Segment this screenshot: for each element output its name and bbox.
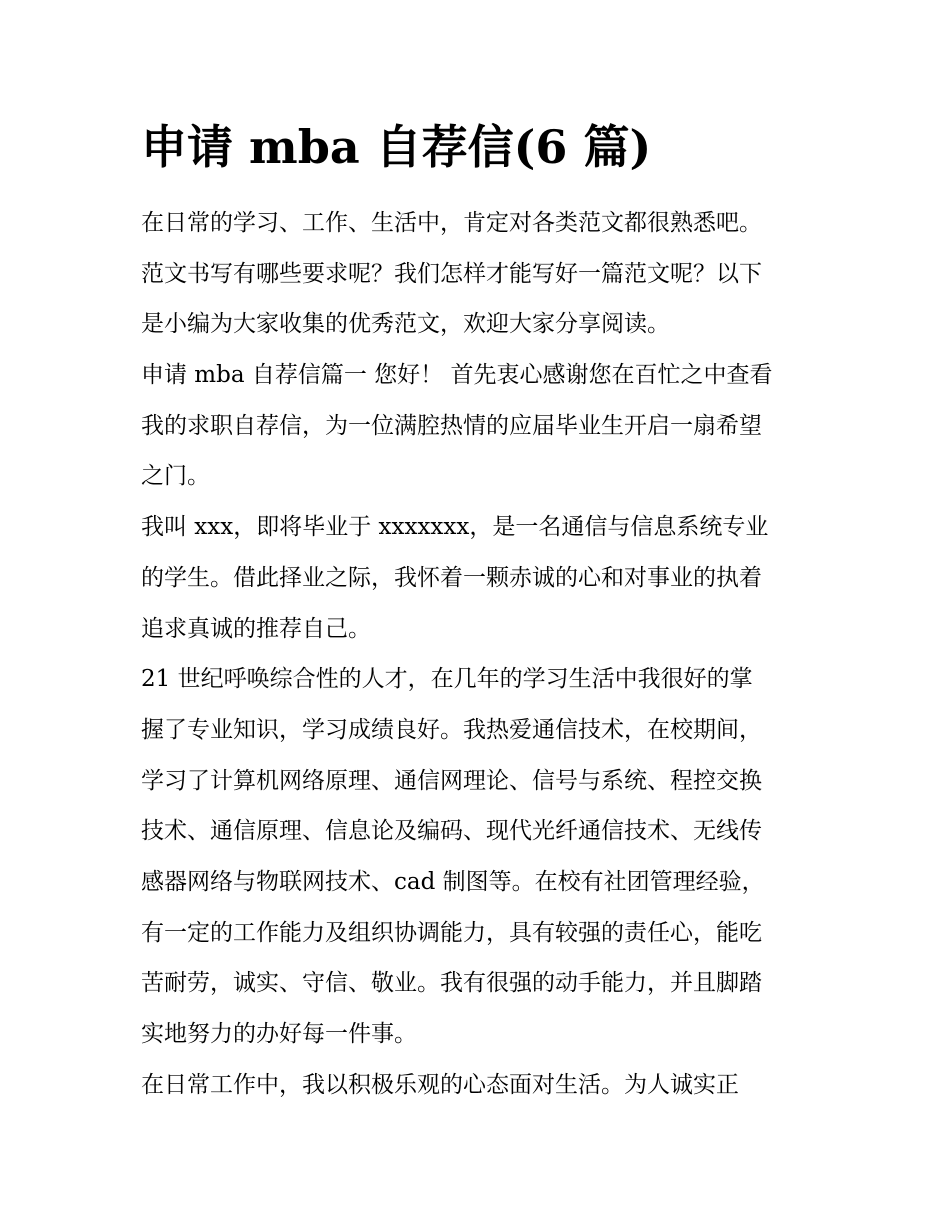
text-line: 之门。 — [141, 463, 210, 490]
text-line: 感器网络与物联网技术、cad 制图等。在校有社团管理经验， — [141, 868, 765, 895]
text-line: 追求真诚的推荐自己。 — [141, 615, 371, 642]
text-line: 21 世纪呼唤综合性的人才，在几年的学习生活中我很好的掌 — [141, 666, 753, 693]
text-line: 学习了计算机网络原理、通信网理论、信号与系统、程控交换 — [141, 767, 762, 794]
text-line: 技术、通信原理、信息论及编码、现代光纤通信技术、无线传 — [141, 818, 762, 845]
document-title: 申请 mba 自荐信(6 篇) — [141, 120, 652, 174]
text-line: 实地努力的办好每一件事。 — [141, 1021, 417, 1047]
text-line: 有一定的工作能力及组织协调能力，具有较强的责任心，能吃 — [141, 919, 762, 946]
text-line: 我叫 xxx，即将毕业于 xxxxxxx，是一名通信与信息系统专业 — [141, 514, 769, 541]
text-line: 在日常工作中，我以积极乐观的心态面对生活。为人诚实正 — [141, 1071, 739, 1098]
text-line: 握了专业知识，学习成绩良好。我热爱通信技术，在校期间， — [141, 716, 762, 743]
text-line: 是小编为大家收集的优秀范文，欢迎大家分享阅读。 — [141, 311, 670, 338]
document-body — [141, 198, 811, 1110]
text-line: 在日常的学习、工作、生活中，肯定对各类范文都很熟悉吧。 — [141, 210, 762, 236]
text-line: 范文书写有哪些要求呢？我们怎样才能写好一篇范文呢？以下 — [141, 260, 762, 287]
text-line: 申请 mba 自荐信篇一 您好！ 首先衷心感谢您在百忙之中查看 — [141, 362, 773, 389]
text-line: 的学生。借此择业之际，我怀着一颗赤诚的心和对事业的执着 — [141, 564, 762, 591]
text-line: 我的求职自荐信，为一位满腔热情的应届毕业生开启一扇希望 — [141, 412, 762, 439]
text-line: 苦耐劳，诚实、守信、敬业。我有很强的动手能力，并且脚踏 — [141, 970, 762, 997]
